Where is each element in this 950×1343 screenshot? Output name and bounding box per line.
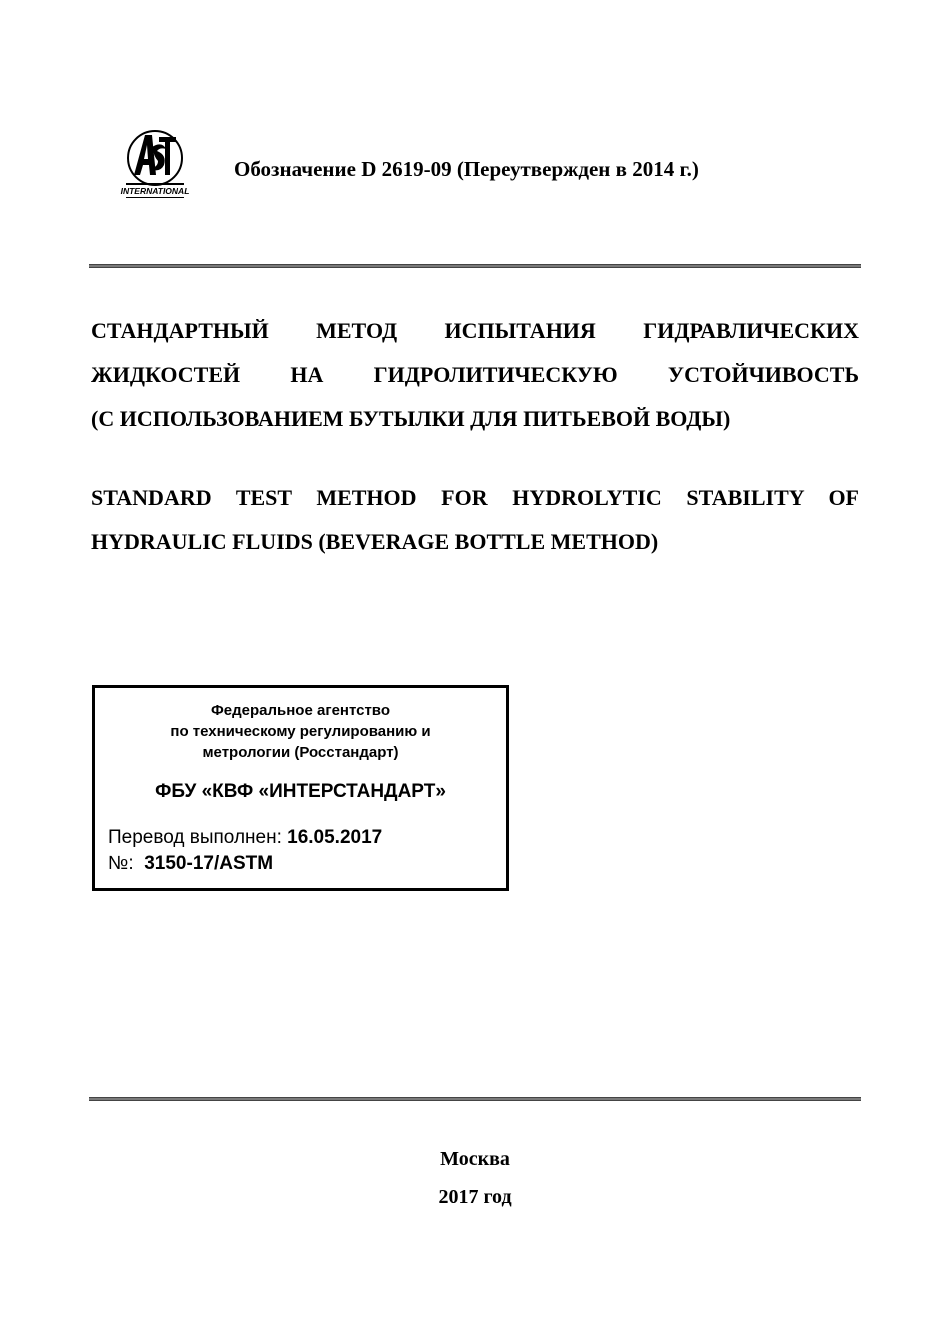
astm-logo	[112, 125, 198, 201]
agency-line-2: по техническому регулированию и	[170, 723, 431, 740]
logo-lettering: INTERNATIONAL	[120, 186, 190, 196]
title-ru-line-2: ЖИДКОСТЕЙ НА ГИДРОЛИТИЧЕСКУЮ УСТОЙЧИВОСТЬ	[91, 362, 859, 387]
title-en-line-1: STANDARD TEST METHOD FOR HYDROLYTIC STABILITY OF	[91, 485, 859, 510]
title-en-line-2: HYDRAULIC FLUIDS (BEVERAGE BOTTLE METHOD)	[91, 529, 659, 554]
astm-logo-icon	[112, 125, 198, 201]
translation-number-line	[108, 853, 273, 875]
title-english	[91, 476, 859, 564]
agency-line-1: Федеральное агентство	[210, 702, 390, 719]
number-label: №:	[108, 853, 134, 874]
title-russian	[91, 309, 859, 441]
organization-name: ФБУ «КВФ «ИНТЕРСТАНДАРТ»	[155, 781, 446, 802]
translation-label: Перевод выполнен:	[108, 827, 282, 848]
translation-date-line	[108, 827, 382, 849]
standard-designation: Обозначение D 2619-09 (Переутвержден в 2014 г.)	[234, 157, 699, 181]
title-ru-line-1: СТАНДАРТНЫЙ МЕТОД ИСПЫТАНИЯ ГИДРАВЛИЧЕСКИХ	[91, 318, 859, 343]
agency-line-3: метрологии (Росстандарт)	[202, 744, 399, 761]
bottom-divider	[89, 1097, 861, 1101]
city: Москва	[440, 1148, 510, 1170]
translation-number: 3150-17/ASTM	[144, 853, 274, 874]
translation-stamp	[92, 685, 509, 891]
top-divider	[89, 264, 861, 268]
year: 2017 год	[438, 1186, 512, 1208]
title-ru-line-3: (С ИСПОЛЬЗОВАНИЕМ БУТЫЛКИ ДЛЯ ПИТЬЕВОЙ ВОДЫ)	[91, 406, 731, 431]
agency-name	[95, 700, 506, 763]
translation-date: 16.05.2017	[287, 827, 383, 848]
